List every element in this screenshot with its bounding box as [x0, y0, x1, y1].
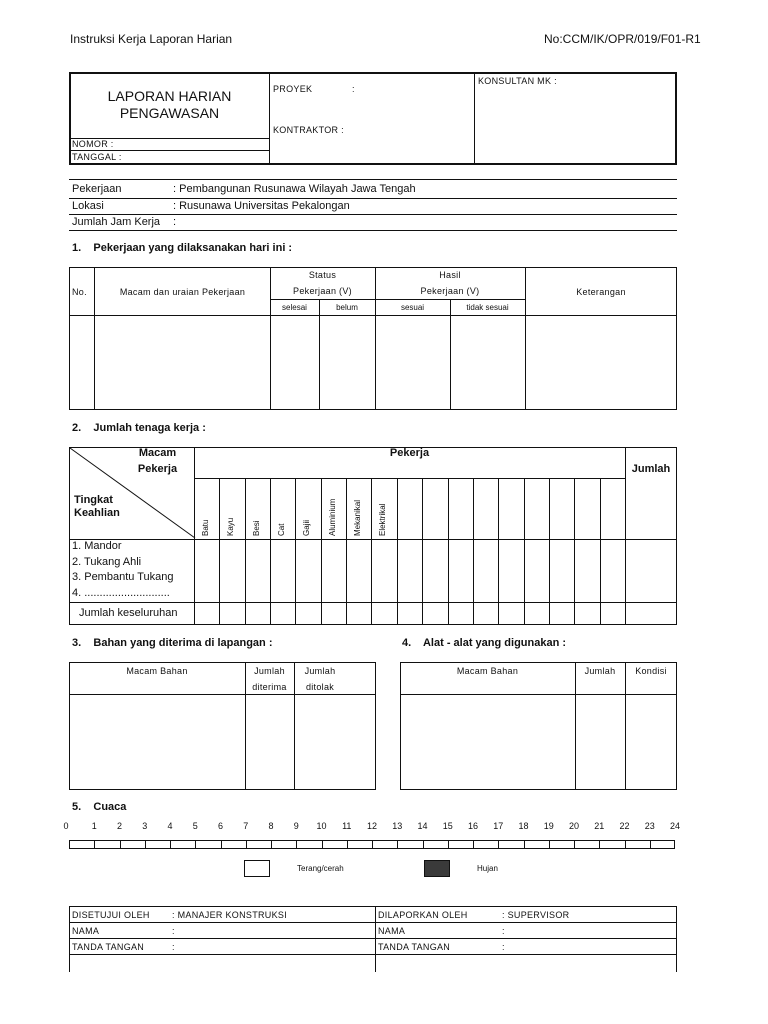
- tingkat-label: Tingkat: [74, 494, 113, 506]
- tools-col-macam: Macam Bahan: [456, 666, 519, 676]
- labor-col-divider: [219, 478, 220, 625]
- labor-col-divider: [524, 478, 525, 625]
- row-mandor: 1. Mandor: [72, 540, 122, 552]
- col-tidak-sesuai: tidak sesuai: [466, 303, 509, 312]
- hour-label: 5: [192, 821, 198, 831]
- hour-tick: [195, 840, 196, 849]
- labor-col-kayu: Kayu: [226, 517, 236, 536]
- report-title-line2: PENGAWASAN: [119, 105, 220, 121]
- legend-clear-label: Terang/cerah: [297, 864, 344, 873]
- hour-tick: [145, 840, 146, 849]
- labor-col-divider: [270, 478, 271, 625]
- hour-tick: [549, 840, 550, 849]
- hour-label: 19: [543, 821, 554, 831]
- info-value-jam-kerja: :: [173, 216, 177, 228]
- hour-label: 4: [167, 821, 173, 831]
- reported-sign-label: TANDA TANGAN: [378, 942, 451, 952]
- hour-label: 8: [268, 821, 274, 831]
- labor-col-divider: [600, 478, 601, 625]
- hour-label: 17: [493, 821, 504, 831]
- labor-col-divider: [371, 478, 372, 625]
- section2-title: 2. Jumlah tenaga kerja :: [72, 422, 206, 434]
- jumlah-header: Jumlah: [631, 463, 671, 475]
- col-status-sub: Pekerjaan (V): [293, 286, 352, 296]
- reported-value: : SUPERVISOR: [502, 910, 570, 920]
- labor-col-divider: [574, 478, 575, 625]
- approved-sign-label: TANDA TANGAN: [72, 942, 145, 952]
- reported-name-label: NAMA: [378, 926, 406, 936]
- materials-col-ditolak-sub: ditolak: [305, 682, 335, 692]
- legend-clear-swatch: [244, 860, 270, 877]
- hour-tick: [650, 840, 651, 849]
- diagonal-divider: [69, 447, 196, 539]
- info-label-pekerjaan: Pekerjaan: [72, 183, 122, 195]
- hour-tick: [498, 840, 499, 849]
- col-belum: belum: [336, 303, 358, 312]
- hour-label: 23: [644, 821, 655, 831]
- hour-tick: [271, 840, 272, 849]
- col-hasil-sub: Pekerjaan (V): [420, 286, 480, 296]
- labor-col-divider: [473, 478, 474, 625]
- keahlian-label: Keahlian: [74, 507, 120, 519]
- col-no: No.: [72, 287, 87, 297]
- labor-col-aluminium: Aluminium: [327, 498, 337, 536]
- tools-col-kondisi: Kondisi: [635, 666, 667, 676]
- section1-title: 1. Pekerjaan yang dilaksanakan hari ini :: [72, 242, 293, 254]
- hour-label: 20: [568, 821, 579, 831]
- row-pembantu-tukang: 3. Pembantu Tukang: [72, 571, 174, 583]
- approved-label: DISETUJUI OLEH: [72, 910, 150, 920]
- legend-rain-label: Hujan: [477, 864, 498, 873]
- hour-tick: [574, 840, 575, 849]
- info-value-pekerjaan: : Pembangunan Rusunawa Wilayah Jawa Tengah: [173, 183, 416, 195]
- hour-tick: [625, 840, 626, 849]
- labor-col-divider: [295, 478, 296, 625]
- labor-col-divider: [245, 478, 246, 625]
- labor-col-gajii: Gajii: [302, 519, 312, 536]
- hour-tick: [423, 840, 424, 849]
- col-keterangan: Keterangan: [576, 287, 626, 297]
- hour-label: 3: [142, 821, 148, 831]
- col-macam-pekerjaan: Macam dan uraian Pekerjaan: [119, 287, 246, 297]
- labor-col-divider: [321, 478, 322, 625]
- row-total: Jumlah keseluruhan: [79, 607, 178, 619]
- labor-col-divider: [448, 478, 449, 625]
- reported-sign-colon: :: [502, 942, 505, 952]
- proyek-label: PROYEK: [273, 84, 313, 94]
- labor-col-cat: Cat: [277, 523, 287, 536]
- materials-col-macam: Macam Bahan: [126, 666, 188, 676]
- hour-label: 7: [243, 821, 249, 831]
- approved-name-colon: :: [172, 926, 175, 936]
- nomor-label: NOMOR :: [72, 139, 114, 149]
- section4-title: 4. Alat - alat yang digunakan :: [402, 637, 567, 649]
- col-selesai: selesai: [282, 303, 307, 312]
- approved-value: : MANAJER KONSTRUKSI: [172, 910, 288, 920]
- hour-tick: [246, 840, 247, 849]
- pekerja-header: Pekerja: [389, 447, 430, 459]
- hour-label: 0: [63, 821, 69, 831]
- hour-label: 21: [594, 821, 605, 831]
- labor-col-divider: [397, 478, 398, 625]
- hour-label: 2: [116, 821, 122, 831]
- tanggal-label: TANGGAL :: [72, 152, 122, 162]
- info-label-jam-kerja: Jumlah Jam Kerja: [72, 216, 161, 228]
- row-tukang-ahli: 2. Tukang Ahli: [72, 556, 142, 568]
- col-status: Status: [308, 270, 337, 280]
- labor-col-elektrikal: Elektrikal: [378, 503, 388, 536]
- hour-label: 18: [518, 821, 529, 831]
- hour-tick: [221, 840, 222, 849]
- doc-number: No:CCM/IK/OPR/019/F01-R1: [544, 32, 701, 46]
- materials-col-diterima: Jumlah: [254, 666, 285, 676]
- hour-tick: [448, 840, 449, 849]
- hour-tick: [120, 840, 121, 849]
- legend-rain-swatch: [424, 860, 450, 877]
- proyek-colon: :: [352, 84, 355, 94]
- col-hasil: Hasil: [439, 270, 461, 280]
- hour-label: 11: [342, 821, 352, 831]
- hour-label: 14: [417, 821, 428, 831]
- hour-tick: [473, 840, 474, 849]
- tools-col-jumlah: Jumlah: [584, 666, 616, 676]
- hour-label: 16: [467, 821, 478, 831]
- materials-col-diterima-sub: diterima: [252, 682, 287, 692]
- labor-col-mekanikal: Mekanikal: [353, 499, 363, 536]
- labor-col-divider: [498, 478, 499, 625]
- hour-tick: [170, 840, 171, 849]
- hour-label: 15: [442, 821, 453, 831]
- hour-label: 9: [293, 821, 299, 831]
- hour-label: 1: [91, 821, 97, 831]
- info-value-lokasi: : Rusunawa Universitas Pekalongan: [173, 200, 350, 212]
- reported-label: DILAPORKAN OLEH: [378, 910, 468, 920]
- hour-tick: [372, 840, 373, 849]
- hour-label: 10: [316, 821, 327, 831]
- hour-tick: [524, 840, 525, 849]
- hour-tick: [599, 840, 600, 849]
- labor-col-divider: [422, 478, 423, 625]
- materials-col-ditolak: Jumlah: [304, 666, 336, 676]
- hour-label: 13: [392, 821, 403, 831]
- doc-header-title: Instruksi Kerja Laporan Harian: [70, 32, 233, 46]
- row-other: 4. ............................: [72, 587, 170, 599]
- info-label-lokasi: Lokasi: [72, 200, 104, 212]
- labor-col-besi: Besi: [251, 520, 261, 536]
- approved-sign-colon: :: [172, 942, 175, 952]
- section5-title: 5. Cuaca: [72, 801, 127, 813]
- hour-tick: [322, 840, 323, 849]
- labor-col-batu: Batu: [201, 519, 210, 536]
- hour-tick: [397, 840, 398, 849]
- konsultan-label: KONSULTAN MK :: [478, 76, 557, 86]
- hour-tick: [94, 840, 95, 849]
- reported-name-colon: :: [502, 926, 505, 936]
- labor-col-divider: [549, 478, 550, 625]
- section3-title: 3. Bahan yang diterima di lapangan :: [72, 637, 273, 649]
- report-title-line1: LAPORAN HARIAN: [107, 88, 232, 104]
- hour-label: 22: [619, 821, 630, 831]
- col-sesuai: sesuai: [400, 303, 425, 312]
- macam-label: Macam: [138, 447, 177, 459]
- hour-label: 6: [217, 821, 223, 831]
- labor-col-divider: [346, 478, 347, 625]
- kontraktor-label: KONTRAKTOR :: [273, 125, 344, 135]
- hour-tick: [347, 840, 348, 849]
- hour-label: 24: [669, 821, 680, 831]
- approved-name-label: NAMA: [72, 926, 100, 936]
- pekerja-sub-label: Pekerja: [137, 463, 178, 475]
- hour-tick: [296, 840, 297, 849]
- hour-label: 12: [366, 821, 377, 831]
